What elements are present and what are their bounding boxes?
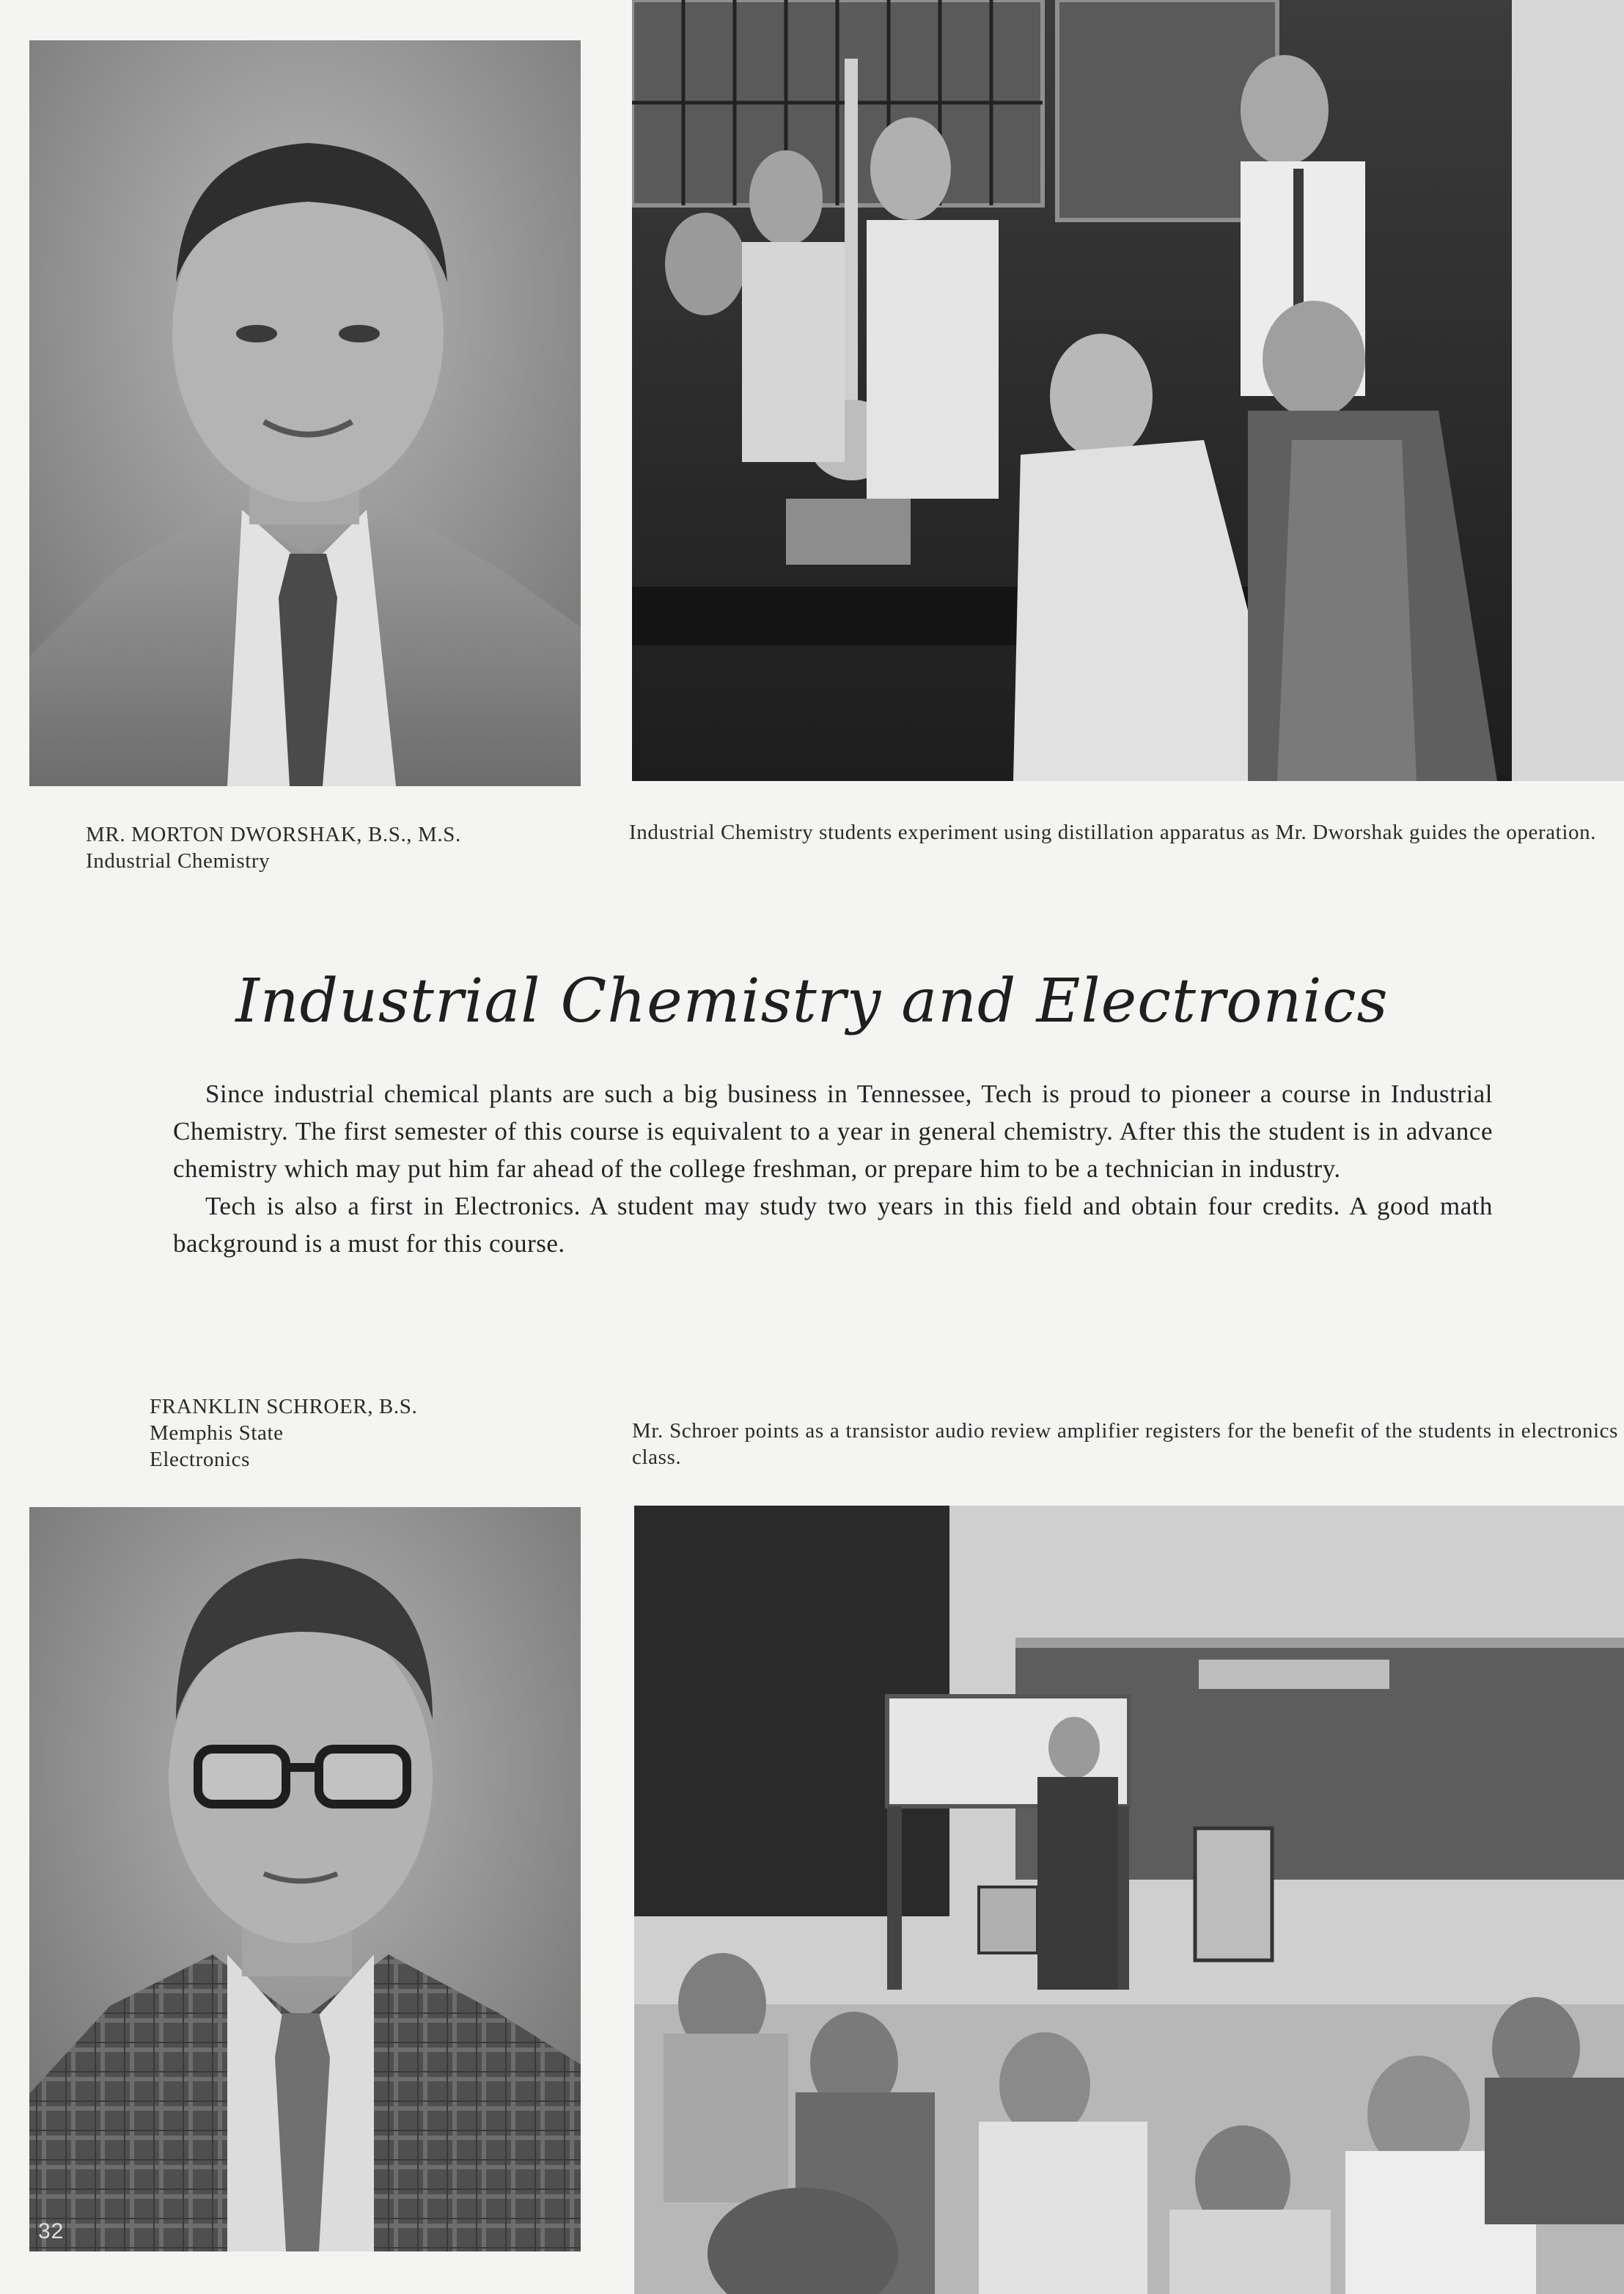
electronics-class-photo — [634, 1506, 1624, 2294]
schroer-school: Memphis State — [150, 1421, 284, 1445]
page-number: 32 — [38, 2219, 65, 2243]
dworshak-caption — [86, 821, 614, 874]
portrait-photo-schroer — [29, 1507, 581, 2251]
article-body — [173, 1075, 1493, 1262]
schroer-subject: Electronics — [150, 1448, 251, 1471]
lab-photo-caption: Industrial Chemistry students experiment using distillation apparatus as Mr. Dworshak guides the operation. — [629, 821, 1597, 844]
electronics-photo-caption: Mr. Schroer points as a transistor audio review amplifier registers for the benefit of the students in electronics class. — [632, 1419, 1618, 1469]
dworshak-name: MR. MORTON DWORSHAK, B.S., M.S. — [86, 823, 461, 846]
chemistry-lab-photo — [632, 0, 1624, 781]
dworshak-subject: Industrial Chemistry — [86, 849, 271, 873]
body-paragraph: Since industrial chemical plants are such a big business in Tennessee, Tech is proud to pioneer a course in Industrial Chemistry. The first semester of this course is equivalent to a year in general chemistry. After this the student is in advance chemistry which may put him far ahead of the college freshman, or prepare him to be a technician in industry. — [173, 1080, 1493, 1183]
page-title: Industrial Chemistry and Electronics — [235, 967, 1389, 1036]
body-paragraph: Tech is also a first in Electronics. A student may study two years in this field and obtain four credits. A good math background is a must for this course. — [173, 1192, 1493, 1258]
portrait-photo-dworshak — [29, 40, 581, 786]
schroer-caption — [150, 1393, 560, 1473]
schroer-name: FRANKLIN SCHROER, B.S. — [150, 1395, 418, 1418]
